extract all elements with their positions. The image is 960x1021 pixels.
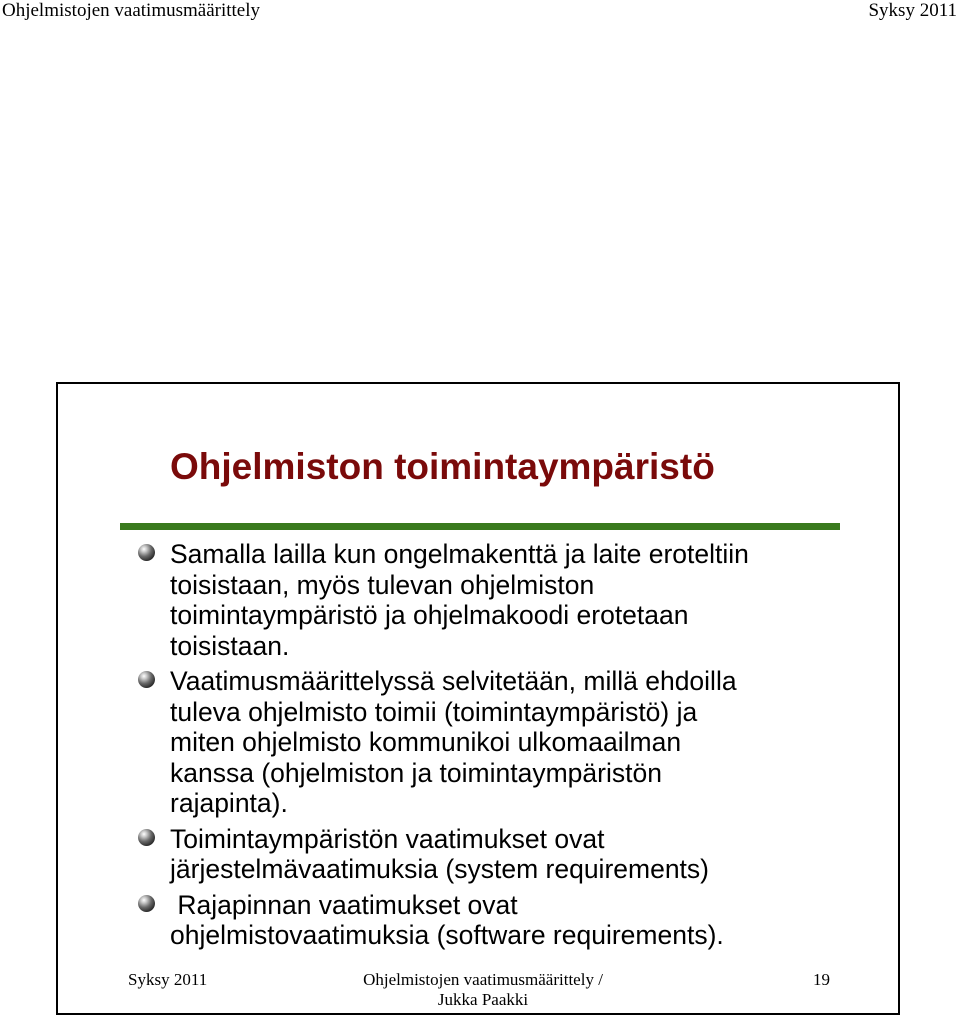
bullet-item xyxy=(136,539,876,661)
bullet-line: toisistaan, myös tulevan ohjelmiston xyxy=(170,569,595,600)
bullet-line: järjestelmävaatimuksia (system requirements) xyxy=(170,854,709,884)
footer-term: Syksy 2011 xyxy=(128,970,208,989)
sphere-bullet-icon xyxy=(138,895,155,912)
bullet-line: toimintaympäristö ja ohjelmakoodi erotetaan xyxy=(170,600,689,630)
bullet-list xyxy=(136,539,876,956)
footer-author: Jukka Paakki xyxy=(437,990,529,1009)
bullet-item xyxy=(136,824,876,885)
page-number: 19 xyxy=(813,970,830,989)
sphere-bullet-icon xyxy=(138,544,155,561)
bullet-line: kanssa (ohjelmiston ja toimintaympäristön xyxy=(170,757,662,788)
bullet-line: Rajapinnan vaatimukset ovat xyxy=(170,889,518,920)
header-term: Syksy 2011 xyxy=(868,0,957,21)
title-divider xyxy=(120,523,840,530)
footer-course-author xyxy=(358,970,608,1010)
bullet-item xyxy=(136,666,876,819)
sphere-bullet-icon xyxy=(138,671,155,688)
bullet-line: Toimintaympäristön vaatimukset ovat xyxy=(170,823,605,854)
bullet-line: miten ohjelmisto kommunikoi ulkomaailman xyxy=(170,727,682,757)
slide xyxy=(56,382,900,1015)
bullet-line: Samalla lailla kun ongelmakenttä ja laite eroteltiin xyxy=(170,539,749,569)
slide-title: Ohjelmiston toimintaympäristö xyxy=(170,446,715,487)
footer-course: Ohjelmistojen vaatimusmäärittely / xyxy=(363,970,603,989)
bullet-line: toisistaan. xyxy=(170,630,290,661)
page-header xyxy=(0,0,960,26)
bullet-line: ohjelmistovaatimuksia (software requirements). xyxy=(170,920,724,950)
bullet-line: Vaatimusmäärittelyssä selvitetään, millä ehdoilla xyxy=(170,666,737,696)
bullet-item xyxy=(136,890,876,951)
sphere-bullet-icon xyxy=(138,829,155,846)
header-document-title: Ohjelmistojen vaatimusmäärittely xyxy=(2,0,261,21)
bullet-line: rajapinta). xyxy=(170,788,288,818)
bullet-line: tuleva ohjelmisto toimii (toimintaympäristö) ja xyxy=(170,696,698,727)
